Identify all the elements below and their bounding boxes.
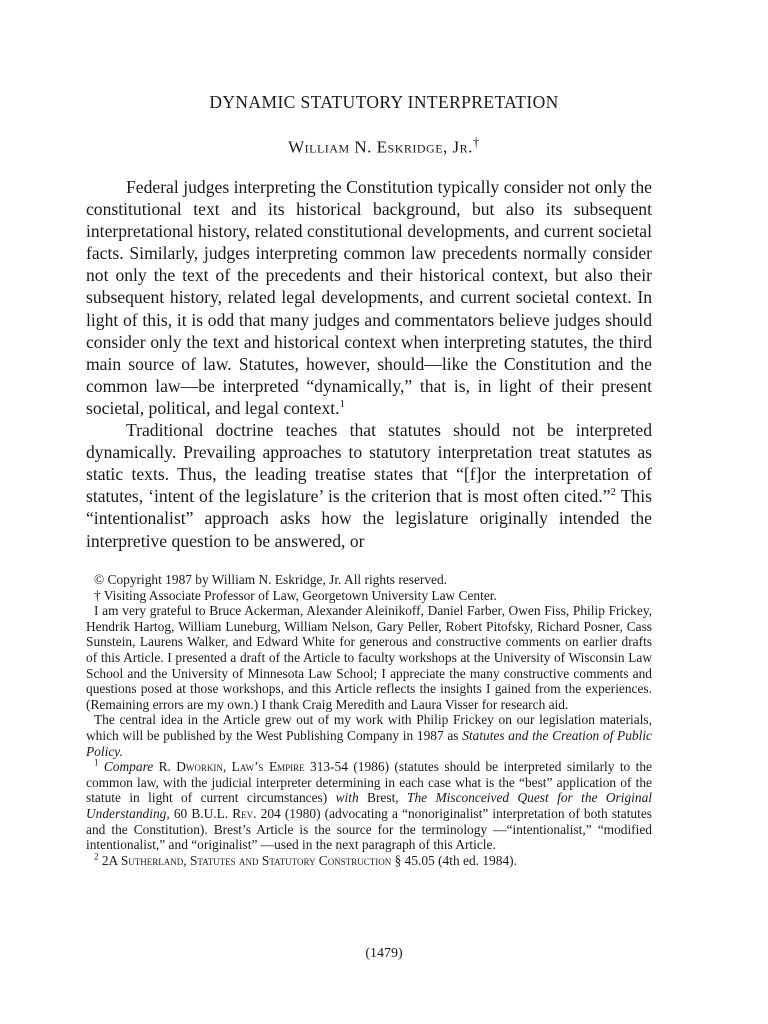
- footnote-1-number: 1: [94, 757, 99, 768]
- footnote-1-text-h: 60 B.U.L.: [169, 805, 233, 821]
- footnote-ref-1: 1: [339, 398, 346, 411]
- footnote-1-dworkin-cite: Dworkin, Law’s Empire: [176, 759, 305, 775]
- page-number: (1479): [365, 946, 403, 961]
- footnote-1-signal: Compare: [103, 759, 154, 775]
- footnote-2: [86, 853, 652, 869]
- footnote-2-number: 2: [94, 851, 99, 862]
- body-paragraph-2-text-b: This “intentionalist” approach asks how the legislature originally intended the interpretive question to be answered, or: [86, 486, 652, 551]
- body-paragraph-2-text-a: Traditional doctrine teaches that statutes should not be interpreted dynamically. Prevailing approaches to statutory interpretation treat statutes as static texts. Thus, the leading treatise states that “[f]or the interpretation of statutes, ‘intent of the legislature’ is the criterion that is most often cited.”: [86, 420, 652, 507]
- footnote-1: [86, 759, 652, 853]
- body-paragraph-2: [86, 419, 652, 552]
- author-dagger-mark: †: [472, 134, 480, 149]
- central-idea-book-title: Statutes and the Creation of Public Policy.: [86, 727, 652, 759]
- central-idea-text: The central idea in the Article grew out of my work with Philip Frickey on our legislation materials, which will be published by the West Publishing Company in 1987 as: [86, 712, 652, 743]
- acknowledgments-note: I am very grateful to Bruce Ackerman, Alexander Aleinikoff, Daniel Farber, Owen Fiss, Philip Frickey, Hendrik Hartog, William Luneburg, William Nelson, Gary Peller, Robert Pitofsky, Richard Posner, Cass Sunstein, Laurens Walker, and Edward White for generous and constructive comments on earlier drafts of this Article. I presented a draft of the Article to faculty workshops at the University of Wisconsin Law School and the University of Minnesota Law School; I appreciate the many constructive comments and questions posed at those workshops, and this Article reflects the insights I gained from the experiences. (Remaining errors are my own.) I thank Craig Meredith and Laura Visser for research aid.: [86, 603, 652, 712]
- footnote-1-text-f: Brest,: [358, 790, 408, 806]
- footnote-1-text-j: 204 (1980) (advocating a “nonoriginalist” interpretation of both statutes and the Constitution). Brest’s Article is the source for the terminology —“intentionalist,” “modified intentionalist,” and “originalist” —used in the next paragraph of this Article.: [86, 805, 652, 853]
- footnote-2-text-a: 2A: [98, 852, 121, 868]
- footnote-1-with: with: [335, 790, 359, 806]
- footnote-1-brest-title: The Misconceived Quest for the Original Understanding,: [86, 790, 652, 821]
- footnote-1-text-b: R.: [153, 759, 177, 775]
- footnote-2-treatise: Sutherland, Statutes and Statutory Construction: [120, 852, 392, 868]
- footnote-ref-2: 2: [610, 486, 617, 499]
- body-paragraph-1-text: Federal judges interpreting the Constitution typically consider not only the constitutional text and its historical background, but also its subsequent interpretational history, related constitutional developments, and current societal facts. Similarly, judges interpreting common law precedents normally consider not only the text of the precedents and their historical context, but also their subsequent history, related legal developments, and current societal context. In light of this, it is odd that many judges and commentators believe judges should consider only the text and historical context when interpreting statutes, the third main source of law. Statutes, however, should—like the Constitution and the common law—be interpreted “dynamically,” that is, in light of their present societal, political, and legal context.: [86, 177, 652, 418]
- central-idea-note: [86, 712, 652, 759]
- author-line: [0, 134, 768, 158]
- article-title: DYNAMIC STATUTORY INTERPRETATION: [209, 92, 559, 112]
- body-paragraph-1: [86, 176, 652, 419]
- copyright-note: © Copyright 1987 by William N. Eskridge, Jr. All rights reserved.: [94, 572, 448, 587]
- footnotes-section: [86, 572, 652, 868]
- footnote-1-rev: Rev.: [232, 805, 257, 821]
- author-affiliation-note: † Visiting Associate Professor of Law, Georgetown University Law Center.: [94, 587, 497, 603]
- footnote-1-text-d: 313-54 (1986) (statutes should be interpreted similarly to the common law, with the judicial interpreter determining in each case what is the “best” application of the statute in light of current circumstances): [86, 759, 652, 806]
- article-body: [86, 176, 652, 552]
- footnote-2-text-c: § 45.05 (4th ed. 1984).: [391, 852, 517, 868]
- author-name: William N. Eskridge, Jr.: [288, 137, 473, 157]
